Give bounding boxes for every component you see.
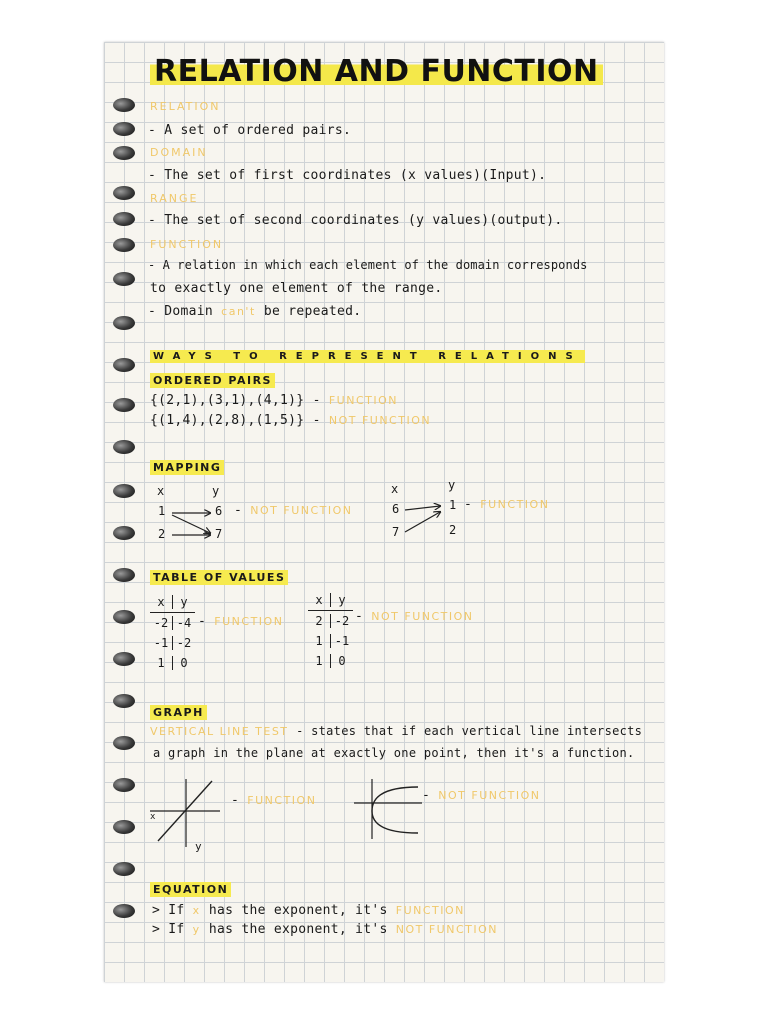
table-row — [150, 653, 195, 673]
table-left-dash: - — [198, 614, 207, 629]
mapping-label: MAPPING — [150, 460, 224, 475]
table-cell: -1 — [334, 634, 350, 648]
table-row — [308, 631, 353, 651]
mapping-right-arrows — [402, 500, 446, 536]
graph-left-result-text: FUNCTION — [247, 794, 317, 807]
table-cell: -2 — [176, 636, 192, 650]
graph-right-result — [422, 788, 541, 803]
function-text-3a: - Domain — [148, 304, 214, 319]
equation-line2-result: NOT FUNCTION — [395, 923, 498, 936]
equation-line2-b: has the exponent, it's — [208, 922, 388, 937]
mapping-left-dash: - — [234, 503, 243, 518]
table-left — [150, 592, 195, 673]
table-row — [308, 611, 353, 631]
spiral-ring — [113, 146, 135, 160]
table-row — [308, 651, 353, 671]
equation-line2-a: > If — [152, 922, 185, 937]
spiral-ring — [113, 122, 135, 136]
mapping-left-result-text: NOT FUNCTION — [250, 504, 353, 517]
table-cell: -2 — [150, 616, 173, 630]
equation-line1-b: has the exponent, it's — [208, 903, 388, 918]
equation-label: EQUATION — [150, 882, 231, 897]
spiral-ring — [113, 238, 135, 252]
graph-right-dash: - — [422, 788, 431, 803]
table-left-result-text: FUNCTION — [214, 615, 284, 628]
mapping-left-result — [234, 503, 353, 518]
equation-line1-result: FUNCTION — [395, 904, 465, 917]
pair-1-result: FUNCTION — [328, 394, 398, 407]
mapping-right-x1: 6 — [392, 502, 400, 516]
spiral-ring — [113, 526, 135, 540]
function-text-3b: can't — [221, 305, 256, 318]
table-left-result — [198, 614, 283, 629]
mapping-right-x2: 7 — [392, 525, 400, 539]
pair-2-dash: - — [312, 413, 321, 428]
ways-heading: WAYS TO REPRESENT RELATIONS — [150, 350, 585, 363]
mapping-right-result-text: FUNCTION — [480, 498, 550, 511]
page-title: RELATION AND FUNCTION — [150, 54, 603, 89]
graph-left-dash: - — [231, 793, 240, 808]
table-right-dash: - — [355, 609, 364, 624]
mapping-right-y2: 2 — [449, 523, 457, 537]
spiral-ring — [113, 440, 135, 454]
function-text-1: - A relation in which each element of the domain corresponds — [148, 258, 588, 272]
vlt-text-1: - states that if each vertical line intersects — [296, 724, 643, 738]
spiral-ring — [113, 652, 135, 666]
spiral-ring — [113, 568, 135, 582]
table-cell: -2 — [334, 614, 350, 628]
not-function-graph — [350, 775, 430, 845]
spiral-ring — [113, 272, 135, 286]
table-right — [308, 590, 353, 671]
table-cell: 0 — [338, 654, 346, 668]
spiral-ring — [113, 484, 135, 498]
range-text: - The set of second coordinates (y values)(output). — [148, 213, 563, 228]
table-row — [150, 613, 195, 633]
ordered-pair-2 — [150, 413, 431, 428]
mapping-left-x2: 2 — [158, 527, 166, 541]
spiral-ring — [113, 778, 135, 792]
relation-text: - A set of ordered pairs. — [148, 123, 352, 138]
pair-2-set: {(1,4),(2,8),(1,5)} — [150, 413, 305, 428]
pair-1-dash: - — [312, 393, 321, 408]
table-cell: 2 — [308, 614, 331, 628]
mapping-left-y2: 7 — [215, 527, 223, 541]
spiral-ring — [113, 358, 135, 372]
graph-axis-x-label: x — [150, 812, 156, 822]
equation-line-2 — [152, 922, 498, 937]
mapping-left-arrows — [168, 505, 214, 539]
spiral-ring — [113, 610, 135, 624]
mapping-right-y1: 1 — [449, 498, 457, 512]
spiral-ring — [113, 862, 135, 876]
table-cell: 1 — [150, 656, 173, 670]
graph-label: GRAPH — [150, 705, 207, 720]
graph-curve — [372, 787, 418, 833]
spiral-ring — [113, 904, 135, 918]
table-right-result-text: NOT FUNCTION — [371, 610, 474, 623]
mapping-left-y1: 6 — [215, 504, 223, 518]
table-cell: 0 — [180, 656, 188, 670]
table-row — [150, 633, 195, 653]
ordered-pair-1 — [150, 393, 398, 408]
table-row — [150, 592, 195, 613]
domain-text: - The set of first coordinates (x values)(Input). — [148, 168, 547, 183]
vlt-label: VERTICAL LINE TEST — [150, 725, 289, 738]
domain-label: DOMAIN — [150, 146, 208, 159]
table-cell: 1 — [308, 634, 331, 648]
graph-axis-y-label: y — [195, 840, 202, 853]
mapping-left-x1: 1 — [158, 504, 166, 518]
spiral-ring — [113, 736, 135, 750]
spiral-ring — [113, 694, 135, 708]
range-label: RANGE — [150, 192, 199, 205]
function-text-3c: be repeated. — [263, 304, 362, 319]
table-head-x: x — [308, 593, 331, 607]
function-text-2: to exactly one element of the range. — [150, 281, 443, 296]
spiral-ring — [113, 98, 135, 112]
mapping-left-y-head: y — [212, 484, 220, 498]
function-graph — [148, 775, 228, 855]
mapping-right-dash: - — [464, 497, 473, 512]
function-text-3 — [148, 304, 361, 319]
spiral-ring — [113, 316, 135, 330]
graph-right-result-text: NOT FUNCTION — [438, 789, 541, 802]
pair-1-set: {(2,1),(3,1),(4,1)} — [150, 393, 305, 408]
spiral-ring — [113, 212, 135, 226]
graph-left-result — [231, 793, 316, 808]
table-cell: -4 — [176, 616, 192, 630]
mapping-left-x-head: x — [157, 484, 165, 498]
equation-line-1 — [152, 903, 465, 918]
table-row — [308, 590, 353, 611]
pair-2-result: NOT FUNCTION — [328, 414, 432, 427]
equation-line1-a: > If — [152, 903, 185, 918]
spiral-ring — [113, 186, 135, 200]
vlt-line-1 — [150, 724, 642, 738]
table-head-x: x — [150, 595, 173, 609]
mapping-right-x-head: x — [391, 482, 399, 496]
table-head-y: y — [180, 595, 188, 609]
mapping-right-y-head: y — [448, 478, 456, 492]
table-cell: -1 — [150, 636, 173, 650]
table-values-label: TABLE OF VALUES — [150, 570, 288, 585]
spiral-ring — [113, 820, 135, 834]
table-cell: 1 — [308, 654, 331, 668]
function-label: FUNCTION — [150, 238, 224, 251]
equation-line1-var: x — [192, 904, 201, 917]
table-head-y: y — [338, 593, 346, 607]
vlt-text-2: a graph in the plane at exactly one point, then it's a function. — [153, 746, 635, 760]
relation-label: RELATION — [150, 100, 221, 113]
ordered-pairs-label: ORDERED PAIRS — [150, 373, 275, 388]
spiral-ring — [113, 398, 135, 412]
table-right-result — [355, 609, 474, 624]
mapping-right-result — [464, 497, 549, 512]
equation-line2-var: y — [192, 923, 201, 936]
